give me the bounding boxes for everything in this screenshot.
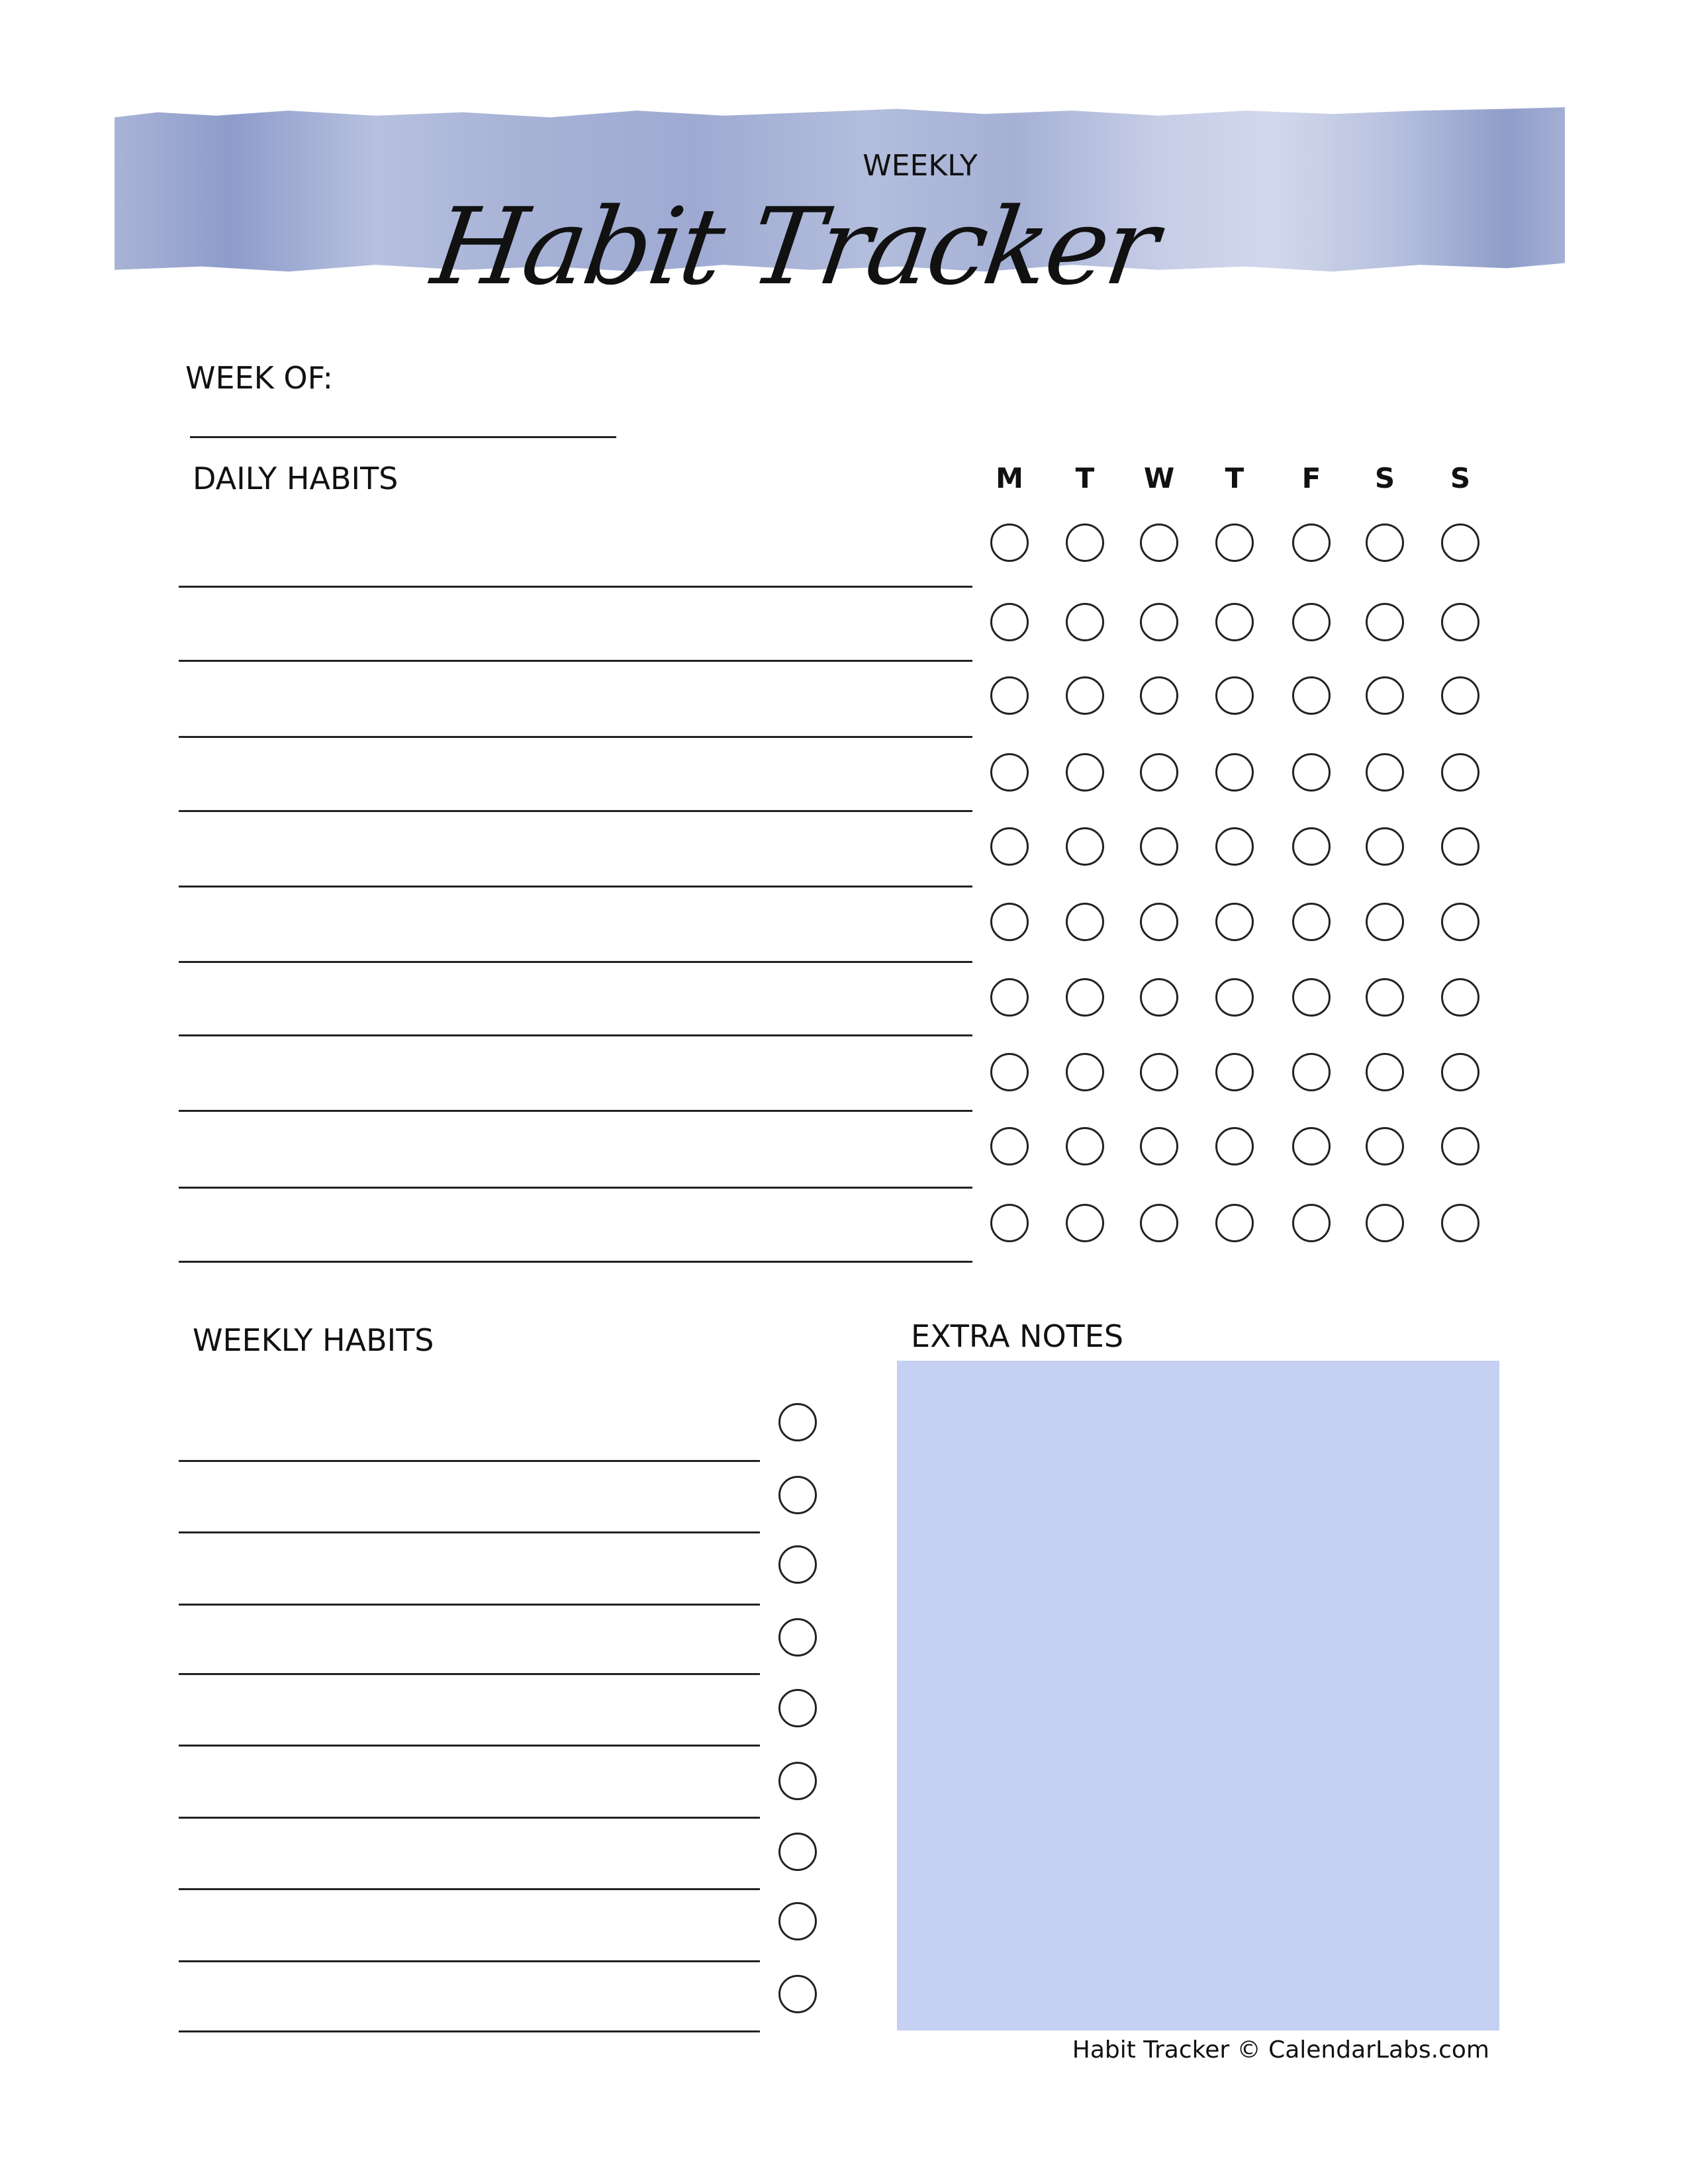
daily-check-circle[interactable] (1215, 827, 1254, 866)
weekly-check-circle[interactable] (778, 1762, 817, 1800)
daily-check-circle[interactable] (1441, 676, 1479, 715)
daily-habit-line[interactable] (179, 1110, 972, 1112)
daily-check-circle[interactable] (1066, 1053, 1104, 1091)
daily-check-circle[interactable] (990, 676, 1029, 715)
weekly-habit-line[interactable] (179, 1673, 760, 1675)
daily-check-circle[interactable] (1292, 1204, 1331, 1242)
extra-notes-area[interactable] (897, 1361, 1499, 2030)
weekly-habit-line[interactable] (179, 1888, 760, 1890)
daily-check-circle[interactable] (990, 1053, 1029, 1091)
week-of-label: WEEK OF: (185, 360, 333, 396)
day-header: T (1225, 462, 1244, 494)
daily-check-circle[interactable] (1366, 753, 1404, 792)
weekly-habit-line[interactable] (179, 1531, 760, 1533)
daily-check-circle[interactable] (1066, 903, 1104, 941)
extra-notes-heading: EXTRA NOTES (911, 1318, 1124, 1354)
daily-check-circle[interactable] (1292, 827, 1331, 866)
daily-check-circle[interactable] (1140, 603, 1178, 641)
weekly-habit-line[interactable] (179, 1460, 760, 1462)
daily-check-circle[interactable] (1366, 1204, 1404, 1242)
daily-check-circle[interactable] (1066, 1204, 1104, 1242)
daily-habit-line[interactable] (179, 736, 972, 738)
daily-check-circle[interactable] (1441, 903, 1479, 941)
daily-check-circle[interactable] (1066, 753, 1104, 792)
weekly-check-circle[interactable] (778, 1545, 817, 1584)
daily-check-circle[interactable] (990, 753, 1029, 792)
daily-check-circle[interactable] (990, 1127, 1029, 1165)
daily-check-circle[interactable] (1215, 1053, 1254, 1091)
daily-check-circle[interactable] (1215, 676, 1254, 715)
daily-check-circle[interactable] (1215, 1204, 1254, 1242)
weekly-habit-line[interactable] (179, 1604, 760, 1606)
weekly-habit-line[interactable] (179, 2030, 760, 2032)
daily-check-circle[interactable] (1441, 523, 1479, 562)
weekly-check-circle[interactable] (778, 1403, 817, 1441)
daily-habit-line[interactable] (179, 660, 972, 662)
daily-habit-line[interactable] (179, 586, 972, 588)
daily-check-circle[interactable] (1366, 1127, 1404, 1165)
daily-check-circle[interactable] (1066, 978, 1104, 1017)
daily-check-circle[interactable] (990, 523, 1029, 562)
day-header: S (1450, 462, 1471, 494)
daily-check-circle[interactable] (1140, 903, 1178, 941)
daily-check-circle[interactable] (1292, 753, 1331, 792)
daily-habit-line[interactable] (179, 1034, 972, 1036)
daily-check-circle[interactable] (990, 827, 1029, 866)
daily-check-circle[interactable] (1140, 1204, 1178, 1242)
weekly-habit-line[interactable] (179, 1960, 760, 1962)
footer-credit: Habit Tracker © CalendarLabs.com (1072, 2036, 1489, 2064)
daily-check-circle[interactable] (1292, 523, 1331, 562)
daily-check-circle[interactable] (1066, 603, 1104, 641)
daily-check-circle[interactable] (990, 1204, 1029, 1242)
day-header: T (1075, 462, 1095, 494)
daily-check-circle[interactable] (1066, 1127, 1104, 1165)
daily-check-circle[interactable] (1366, 523, 1404, 562)
daily-check-circle[interactable] (1215, 753, 1254, 792)
daily-check-circle[interactable] (1292, 676, 1331, 715)
daily-check-circle[interactable] (1140, 1053, 1178, 1091)
daily-check-circle[interactable] (1140, 1127, 1178, 1165)
daily-check-circle[interactable] (1366, 603, 1404, 641)
daily-check-circle[interactable] (1366, 676, 1404, 715)
day-header: F (1301, 462, 1321, 494)
header-subtitle: WEEKLY (863, 149, 978, 183)
daily-check-circle[interactable] (1292, 903, 1331, 941)
daily-check-circle[interactable] (1441, 603, 1479, 641)
daily-check-circle[interactable] (1292, 1127, 1331, 1165)
daily-check-circle[interactable] (1366, 978, 1404, 1017)
daily-check-circle[interactable] (1215, 1127, 1254, 1165)
weekly-check-circle[interactable] (778, 1476, 817, 1514)
daily-check-circle[interactable] (990, 978, 1029, 1017)
weekly-habits-heading: WEEKLY HABITS (193, 1322, 434, 1358)
weekly-check-circle[interactable] (778, 1618, 817, 1657)
page-title: Habit Tracker (425, 185, 1164, 308)
daily-check-circle[interactable] (1441, 978, 1479, 1017)
daily-check-circle[interactable] (1066, 827, 1104, 866)
daily-check-circle[interactable] (1066, 523, 1104, 562)
daily-check-circle[interactable] (1292, 603, 1331, 641)
daily-check-circle[interactable] (1292, 978, 1331, 1017)
daily-habits-heading: DAILY HABITS (193, 461, 399, 496)
daily-check-circle[interactable] (1215, 903, 1254, 941)
daily-check-circle[interactable] (1066, 676, 1104, 715)
daily-check-circle[interactable] (990, 903, 1029, 941)
daily-check-circle[interactable] (1366, 1053, 1404, 1091)
daily-check-circle[interactable] (1366, 903, 1404, 941)
day-header: M (996, 462, 1023, 494)
daily-habit-line[interactable] (179, 1261, 972, 1263)
daily-check-circle[interactable] (1215, 603, 1254, 641)
daily-check-circle[interactable] (1441, 1127, 1479, 1165)
daily-check-circle[interactable] (1441, 753, 1479, 792)
daily-check-circle[interactable] (1140, 978, 1178, 1017)
daily-check-circle[interactable] (1366, 827, 1404, 866)
daily-habit-line[interactable] (179, 886, 972, 887)
day-header: S (1374, 462, 1395, 494)
daily-habit-line[interactable] (179, 810, 972, 812)
weekly-check-circle[interactable] (778, 1975, 817, 2013)
daily-check-circle[interactable] (1140, 523, 1178, 562)
daily-habit-line[interactable] (179, 961, 972, 963)
weekly-check-circle[interactable] (778, 1833, 817, 1871)
daily-check-circle[interactable] (1215, 978, 1254, 1017)
week-of-input-line[interactable] (190, 436, 616, 438)
day-header: W (1143, 462, 1175, 494)
daily-check-circle[interactable] (1441, 827, 1479, 866)
daily-check-circle[interactable] (1140, 827, 1178, 866)
weekly-habit-line[interactable] (179, 1745, 760, 1747)
daily-check-circle[interactable] (990, 603, 1029, 641)
weekly-check-circle[interactable] (778, 1689, 817, 1727)
daily-check-circle[interactable] (1215, 523, 1254, 562)
daily-check-circle[interactable] (1441, 1204, 1479, 1242)
daily-check-circle[interactable] (1441, 1053, 1479, 1091)
weekly-check-circle[interactable] (778, 1902, 817, 1940)
daily-habit-line[interactable] (179, 1187, 972, 1189)
weekly-habit-line[interactable] (179, 1817, 760, 1819)
daily-check-circle[interactable] (1292, 1053, 1331, 1091)
daily-check-circle[interactable] (1140, 676, 1178, 715)
daily-check-circle[interactable] (1140, 753, 1178, 792)
